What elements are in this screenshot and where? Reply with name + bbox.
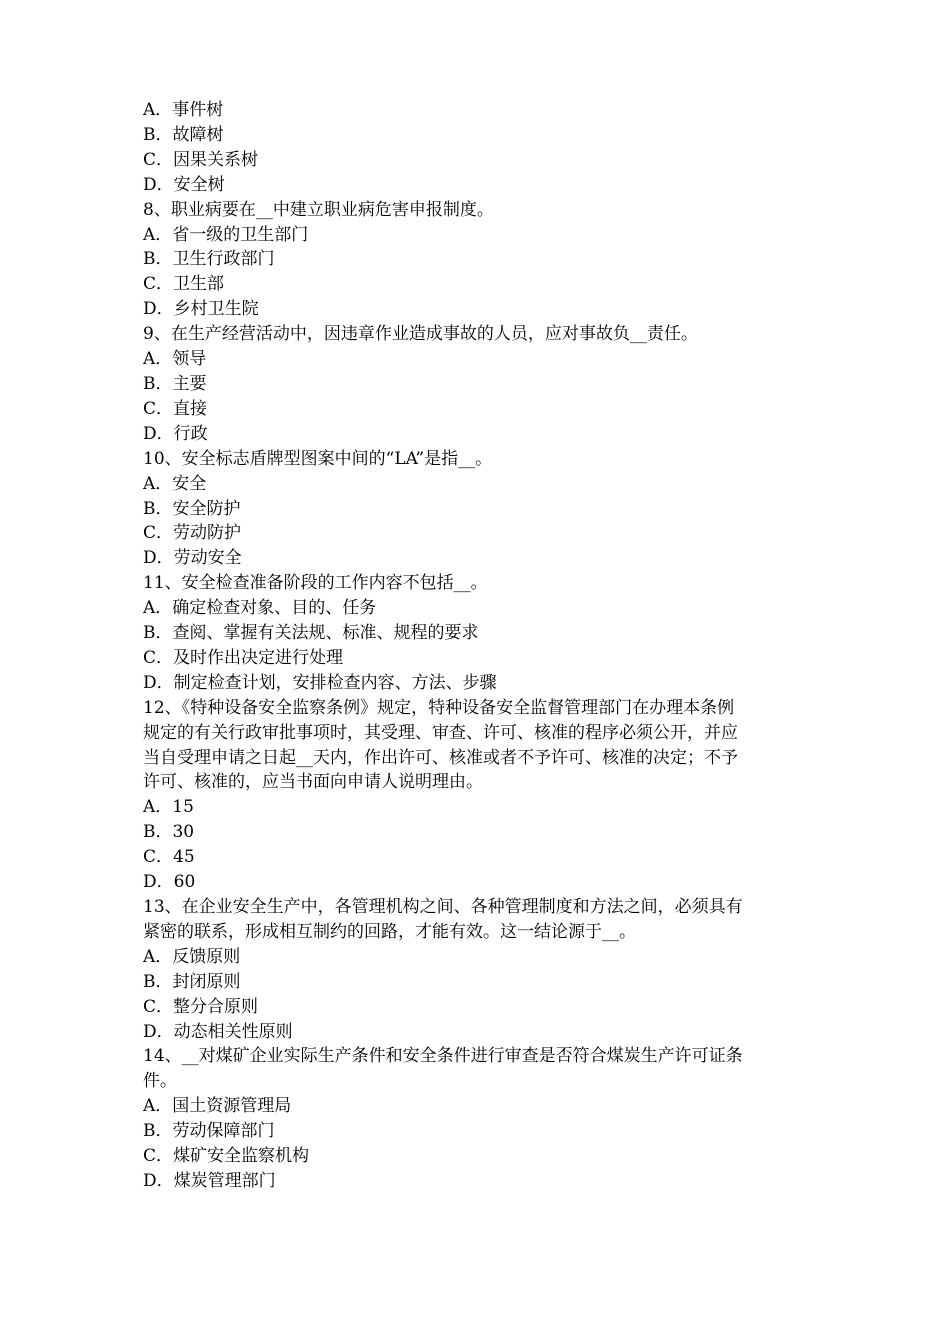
question-stem-line: 当自受理申请之日起__天内，作出许可、核准或者不予许可、核准的决定；不予 [143, 747, 738, 768]
question-stem: 11、安全检查准备阶段的工作内容不包括__。 [143, 573, 488, 594]
question-9 [143, 322, 823, 447]
option-a: A．事件树 [143, 100, 224, 120]
option-c: C．整分合原则 [143, 996, 259, 1017]
option-d: D．乡村卫生院 [143, 299, 259, 320]
question-stem-line: 12、《特种设备安全监察条例》规定，特种设备安全监督管理部门在办理本条例 [143, 697, 735, 718]
question-12 [143, 696, 823, 895]
question-10 [143, 447, 823, 572]
option-b: B．30 [143, 822, 195, 843]
option-c: C．卫生部 [143, 274, 225, 295]
option-b: B．安全防护 [143, 498, 241, 519]
question-11 [143, 571, 823, 696]
question-13 [143, 895, 823, 1044]
question-stem-line: 件。 [143, 1071, 177, 1092]
question-stem: 8、职业病要在__中建立职业病危害申报制度。 [143, 199, 494, 220]
option-b: B．故障树 [143, 124, 224, 145]
document-page [143, 98, 823, 1194]
option-c: C．直接 [143, 398, 208, 419]
option-c: C．劳动防护 [143, 523, 242, 544]
question-stem-line: 13、在企业安全生产中，各管理机构之间、各种管理制度和方法之间，必须具有 [143, 897, 743, 917]
option-b: B．主要 [143, 373, 207, 394]
option-b: B．封闭原则 [143, 971, 241, 992]
option-a: A．反馈原则 [143, 946, 241, 967]
question-14 [143, 1044, 823, 1193]
option-c: C．煤矿安全监察机构 [143, 1146, 310, 1167]
option-d: D．煤炭管理部门 [143, 1170, 276, 1191]
option-c: C．因果关系树 [143, 149, 259, 170]
option-a: A．领导 [143, 349, 207, 370]
option-b: B．查阅、掌握有关法规、标准、规程的要求 [143, 623, 479, 644]
option-a: A．安全 [143, 473, 207, 494]
option-c: C．及时作出决定进行处理 [143, 647, 344, 668]
question-stem-line: 许可、核准的，应当书面向申请人说明理由。 [143, 772, 483, 793]
question-stem: 9、在生产经营活动中，因违章作业造成事故的人员，应对事故负__责任。 [143, 324, 698, 345]
question-stem: 10、安全标志盾牌型图案中间的“LA”是指__。 [143, 448, 493, 469]
option-d: D．劳动安全 [143, 548, 242, 569]
option-d: D．安全树 [143, 174, 225, 195]
option-d: D．行政 [143, 423, 208, 444]
question-stem-line: 规定的有关行政审批事项时，其受理、审查、许可、核准的程序必须公开，并应 [143, 722, 738, 743]
option-a: A．国土资源管理局 [143, 1096, 292, 1117]
question-8 [143, 198, 823, 323]
option-a: A．省一级的卫生部门 [143, 224, 309, 245]
option-c: C．45 [143, 847, 195, 868]
option-b: B．卫生行政部门 [143, 249, 275, 270]
question-stem-line: 14、__对煤矿企业实际生产条件和安全条件进行审查是否符合煤炭生产许可证条 [143, 1046, 743, 1067]
option-d: D．动态相关性原则 [143, 1021, 293, 1042]
question-stem-line: 紧密的联系，形成相互制约的回路，才能有效。这一结论源于__。 [143, 921, 636, 942]
option-a: A．确定检查对象、目的、任务 [143, 598, 377, 619]
question-7-options [143, 98, 823, 198]
option-d: D．制定检查计划，安排检查内容、方法、步骤 [143, 672, 497, 693]
option-b: B．劳动保障部门 [143, 1121, 275, 1142]
option-a: A．15 [143, 797, 194, 818]
option-d: D．60 [143, 872, 196, 893]
